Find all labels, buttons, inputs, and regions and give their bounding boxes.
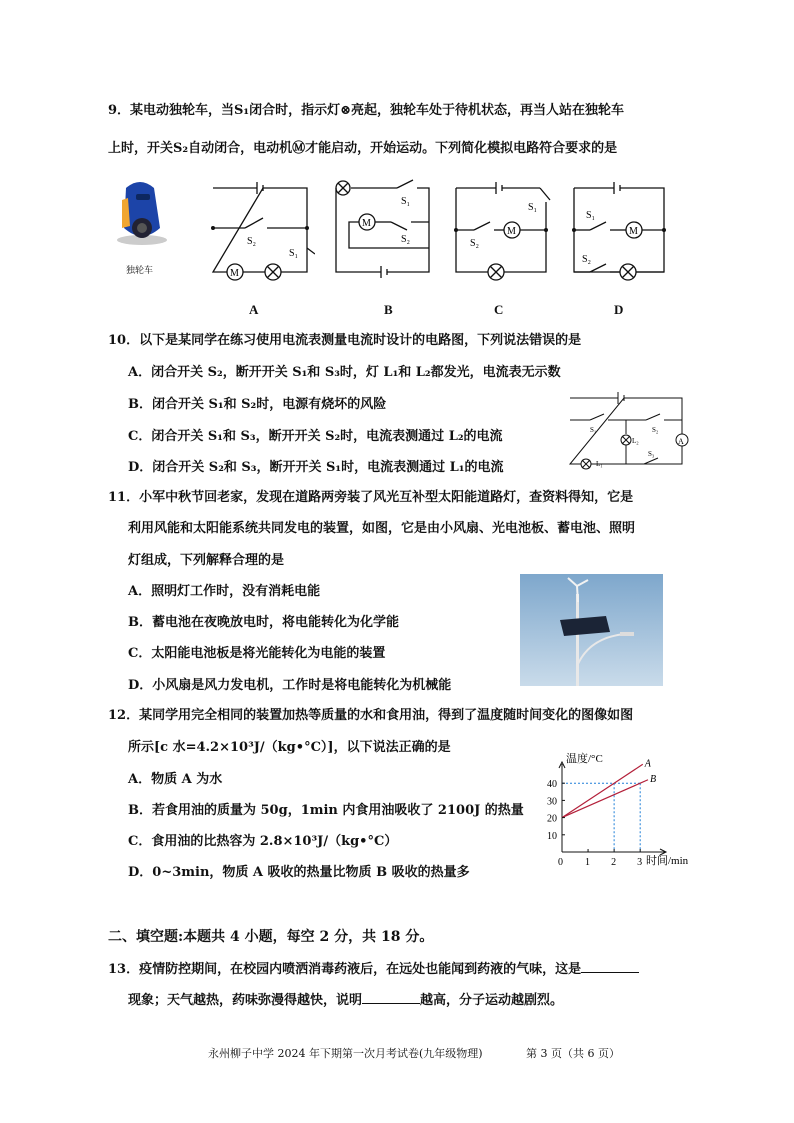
- q12-option-c: C．食用油的比热容为 2.8×10³J/（kg•°C）: [128, 834, 398, 849]
- q9-option-a-label: A: [249, 302, 259, 317]
- q12-stem-line2: 所示[c 水=4.2×10³J/（kg•°C）]，以下说法正确的是: [128, 740, 451, 755]
- chart-series-label-a: A: [644, 758, 651, 770]
- q9-stem-line2: 上时，开关S₂自动闭合，电动机Ⓜ才能启动，开始运动。下列简化模拟电路符合要求的是: [108, 141, 618, 156]
- q9-option-d-label: D: [614, 302, 624, 317]
- q13-line2b-text: 越高，分子运动越剧烈。: [420, 993, 564, 1008]
- q10-label-ammeter: A: [678, 437, 684, 446]
- circuit-c: [450, 178, 555, 283]
- q10-label-s1: S₁: [590, 426, 597, 434]
- q9-stem-line1: 9．某电动独轮车，当S₁闭合时，指示灯⊗亮起，独轮车处于待机状态，再当人站在独轮车: [108, 103, 625, 118]
- q13-blank-1[interactable]: [581, 960, 639, 973]
- section2-title: 二、填空题:本题共 4 小题，每空 2 分，共 18 分。: [108, 929, 434, 945]
- circuit-a-s1: S₁: [289, 248, 299, 259]
- q11-option-b: B．蓄电池在夜晚放电时，将电能转化为化学能: [128, 615, 399, 630]
- q10-label-s2: S₂: [652, 426, 659, 434]
- q13-blank-2[interactable]: [362, 991, 420, 1004]
- circuit-d-s1: S₁: [586, 210, 596, 221]
- chart-y-tick-label: 10: [547, 830, 557, 842]
- q10-option-d: D．闭合开关 S₂和 S₃，断开开关 S₁时，电流表测通过 L₁的电流: [128, 460, 504, 475]
- q12-option-a: A．物质 A 为水: [128, 772, 223, 787]
- q11-stem-line1: 11．小军中秋节回老家，发现在道路两旁装了风光互补型太阳能道路灯，查资料得知，它是: [108, 490, 634, 505]
- circuit-b-s1: S₁: [401, 196, 411, 207]
- chart-y-tick-label: 40: [547, 779, 557, 791]
- circuit-d: [568, 178, 673, 283]
- circuit-a: [205, 178, 315, 283]
- circuit-d-s2: S₂: [582, 254, 592, 265]
- unicycle-caption: 独轮车: [126, 265, 154, 275]
- q10-option-c: C．闭合开关 S₁和 S₃，断开开关 S₂时，电流表测通过 L₂的电流: [128, 429, 503, 444]
- q13-line1: [108, 960, 639, 979]
- chart-series-line-b: [562, 780, 648, 818]
- chart-y-tick-label: 20: [547, 813, 557, 825]
- q11-stem-line3: 灯组成，下列解释合理的是: [128, 553, 285, 568]
- q11-option-c: C．太阳能电池板是将光能转化为电能的装置: [128, 646, 386, 661]
- circuit-b-motor: M: [362, 218, 371, 229]
- q10-option-a: A．闭合开关 S₂，断开开关 S₁和 S₃时，灯 L₁和 L₂都发光，电流表无示数: [128, 365, 561, 380]
- q11-stem-line2: 利用风能和太阳能系统共同发电的装置，如图，它是由小风扇、光电池板、蓄电池、照明: [128, 521, 636, 536]
- footer-title: 永州柳子中学 2024 年下期第一次月考试卷(九年级物理): [208, 1047, 483, 1060]
- chart-ylabel: 温度/°C: [566, 753, 603, 765]
- q9-option-b-label: B: [384, 302, 393, 317]
- q10-label-l2: L₂: [632, 437, 639, 445]
- chart-x-tick-label: 3: [637, 857, 643, 868]
- circuit-c-motor: M: [507, 226, 516, 237]
- circuit-c-s1: S₁: [528, 202, 538, 213]
- unicycle-image: [108, 178, 188, 278]
- chart-series-label-b: B: [650, 773, 657, 785]
- q10-stem: 10．以下是某同学在练习使用电流表测量电流时设计的电路图，下列说法错误的是: [108, 333, 582, 348]
- q9-option-c-label: C: [494, 302, 504, 317]
- q12-option-b: B．若食用油的质量为 50g，1min 内食用油吸收了 2100J 的热量: [128, 803, 524, 818]
- q10-option-b: B．闭合开关 S₁和 S₂时，电源有烧坏的风险: [128, 397, 387, 412]
- chart-xlabel: 时间/min: [646, 855, 689, 867]
- q10-label-s3: S₃: [648, 450, 655, 458]
- q11-option-a: A．照明灯工作时，没有消耗电能: [128, 584, 321, 599]
- temperature-time-chart: [530, 748, 705, 870]
- chart-x-tick-label: 2: [611, 857, 617, 868]
- q13-line2a-text: 现象；天气越热，药味弥漫得越快，说明: [128, 993, 363, 1008]
- street-lamp-photo: [520, 574, 663, 686]
- circuit-b-s2: S₂: [401, 234, 411, 245]
- q13-line1-text: 13．疫情防控期间，在校园内喷洒消毒药液后，在远处也能闻到药液的气味，这是: [108, 962, 582, 977]
- chart-ticks: [547, 779, 642, 868]
- q12-option-d: D．0~3min，物质 A 吸收的热量比物质 B 吸收的热量多: [128, 865, 470, 880]
- circuit-a-s2: S₂: [247, 236, 257, 247]
- chart-y-tick-label: 30: [547, 796, 557, 808]
- footer-page: 第 3 页（共 6 页）: [526, 1047, 620, 1060]
- chart-x-tick-label: 1: [585, 857, 591, 868]
- q10-label-l1: L₁: [596, 460, 603, 468]
- chart-guides: [562, 783, 640, 852]
- chart-origin-label: 0: [558, 857, 563, 868]
- q13-line2: [128, 991, 563, 1010]
- circuit-b: [333, 178, 438, 283]
- circuit-c-s2: S₂: [470, 238, 480, 249]
- q12-stem-line1: 12．某同学用完全相同的装置加热等质量的水和食用油，得到了温度随时间变化的图像如图: [108, 708, 634, 723]
- chart-series: [562, 758, 656, 817]
- q11-option-d: D．小风扇是风力发电机，工作时是将电能转化为机械能: [128, 678, 452, 693]
- chart-series-line-a: [562, 764, 643, 817]
- q10-circuit-diagram: [568, 388, 693, 476]
- circuit-d-motor: M: [629, 226, 638, 237]
- circuit-a-motor: M: [230, 268, 239, 279]
